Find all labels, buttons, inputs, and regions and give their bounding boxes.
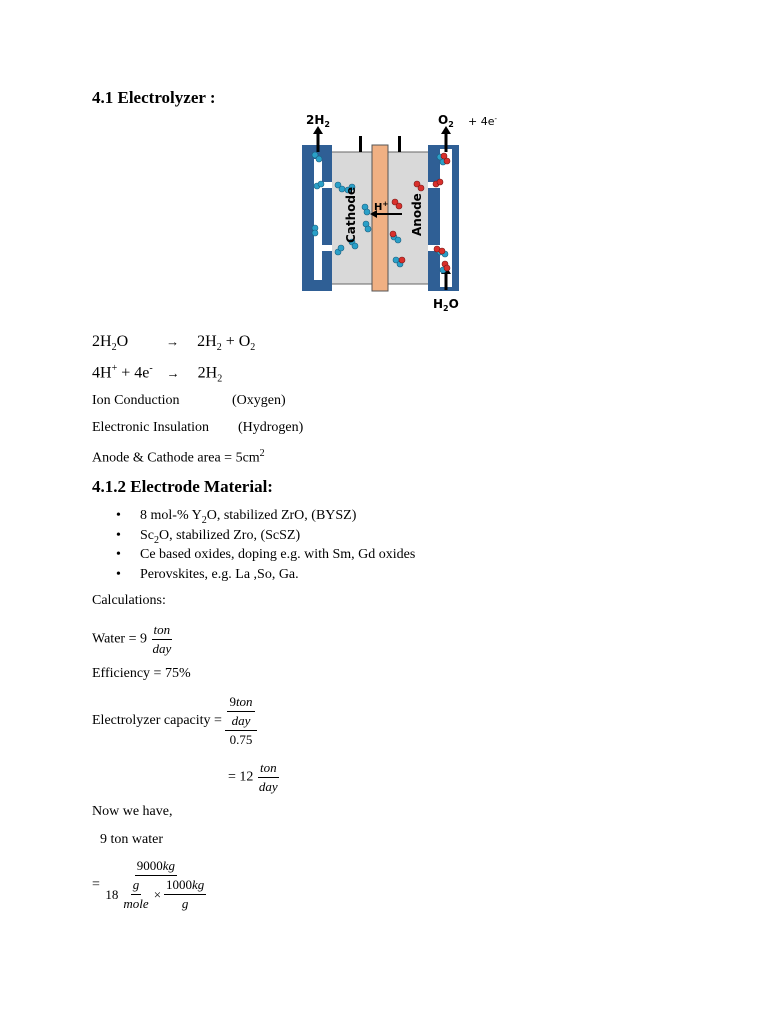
electronic-insulation-label: Electronic Insulation: [92, 420, 210, 435]
electrons-label: + 4e-: [468, 115, 498, 128]
electrode-material-list: [140, 506, 415, 584]
water-amount: 9 ton water: [100, 832, 163, 847]
calculations-title: Calculations:: [92, 593, 166, 608]
water-rate: Water = 9 $\frac{\text{ton}}{\text{day}}$: [92, 622, 172, 656]
o2-label: $O_2$: [438, 113, 454, 129]
terminal-left: [359, 136, 362, 152]
electrolyzer-capacity: Electrolyzer capacity = $\frac{\frac{\text{9ton}}{\text{day}}}{0.75}$: [92, 694, 257, 748]
efficiency: Efficiency = 75%: [92, 666, 191, 681]
cathode-plate: [302, 145, 314, 291]
terminal-right: [398, 136, 401, 152]
list-item: • $Sc_2O$, stabilized Zro, (ScSZ): [140, 526, 415, 546]
moles-equation: = 9000kg 18 $\frac{g}{\text{mole}}$ × $\frac{1000kg}{g}$: [92, 858, 205, 911]
ion-conduction-value: (Oxygen): [232, 393, 286, 408]
equation-proton-reduction: $4H^+ + 4e^- \to 2H_2$: [92, 363, 223, 385]
h2o-label: $H_2O$: [433, 297, 459, 313]
proton-label: H+: [374, 200, 389, 213]
h2-label: $2H_2$: [306, 113, 330, 129]
cathode-label: Cathode: [344, 186, 358, 243]
section-heading-electrolyzer: 4.1 Electrolyzer :: [92, 88, 216, 107]
anode-plate: [452, 145, 459, 291]
now-we-have: Now we have,: [92, 804, 173, 819]
equation-water-split: $2H_2O \to 2H_2 + O_2$: [92, 333, 256, 354]
electrolyzer-diagram: [290, 112, 510, 317]
list-item: • Ce based oxides, doping e.g. with Sm, Gd oxides: [140, 545, 415, 565]
arrow-up-h2: [313, 126, 323, 134]
electronic-insulation-value: (Hydrogen): [238, 420, 304, 435]
list-item: • Perovskites, e.g. La ,So, Ga.: [140, 565, 415, 585]
section-heading-electrode-material: 4.1.2 Electrode Material:: [92, 477, 273, 496]
capacity-result: = 12 $\frac{\text{ton}}{\text{day}}$: [228, 760, 278, 794]
ion-conduction-label: Ion Conduction: [92, 393, 180, 408]
membrane: [372, 145, 388, 291]
electrode-area: Anode & Cathode area = $5cm^2$: [92, 448, 265, 466]
list-item: • 8 mol-% $Y_2O$, stabilized ZrO, (BYSZ): [140, 506, 415, 526]
anode-label: Anode: [410, 193, 424, 236]
